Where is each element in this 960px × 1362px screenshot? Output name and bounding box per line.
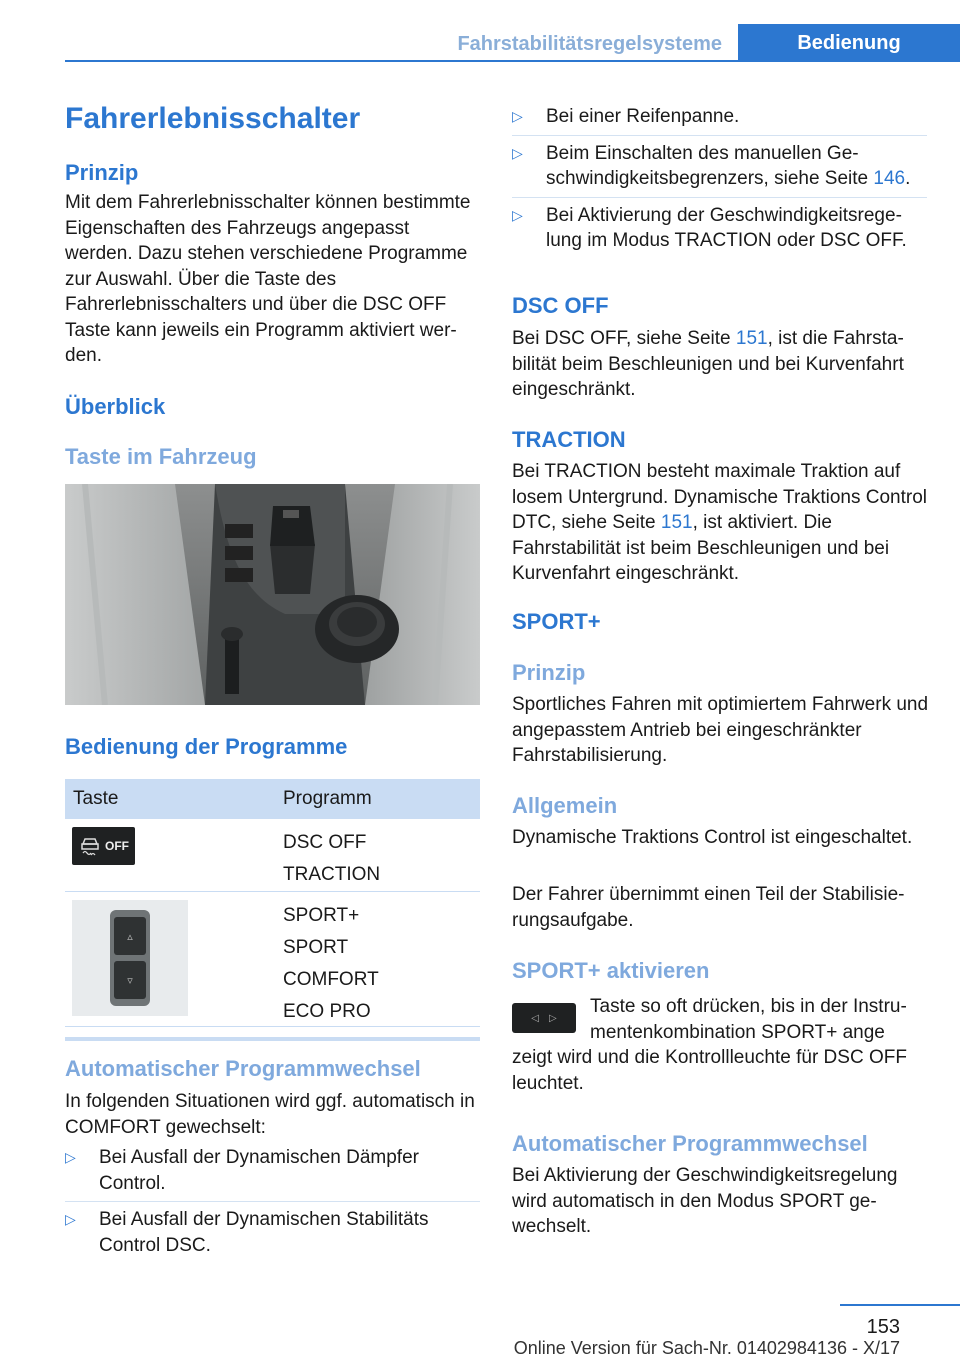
footer-divider: [840, 1304, 960, 1306]
auto-switch-text: In folgenden Situationen wird ggf. automatisch in COMFORT gewechselt:: [65, 1091, 475, 1138]
header-chapter-tab[interactable]: Bedienung: [738, 24, 960, 62]
bullet-triangle-icon: ▷: [512, 206, 523, 223]
sport-aktivieren-text-2: zeigt wird und die Kontrollleuchte für DSC OFF leuchtet.: [512, 1047, 907, 1094]
list-item: ▷ Bei einer Reifenpanne.: [512, 104, 927, 130]
dsc-off-text: Bei DSC OFF, siehe Seite 151, ist die Fahrstabilität beim Beschleunigen und bei Kurvenfahrt eingeschränkt.: [512, 328, 904, 400]
table-row: [65, 892, 480, 1027]
switch-down-icon: ▿: [114, 961, 146, 999]
auto-switch-text-2: Bei Aktivierung der Geschwindigkeitsregelung wird automatisch in den Modus SPORT gewechselt.: [512, 1165, 898, 1237]
page-link-151[interactable]: 151: [660, 512, 693, 533]
prinzip-heading: Prinzip: [65, 160, 139, 185]
auto-switch-heading: Automatischer Programmwechsel: [65, 1056, 421, 1081]
online-version-text: Online Version für Sach-Nr. 01402984136 - X/17: [513, 1338, 900, 1358]
page-number: 153: [866, 1316, 900, 1338]
program-comfort: COMFORT: [283, 969, 379, 990]
allgemein-text-1: Dynamische Traktions Control ist eingeschaltet.: [512, 827, 913, 848]
bullet-triangle-icon: ▷: [65, 1149, 76, 1165]
page-link-151[interactable]: 151: [735, 328, 768, 349]
bullet-triangle-icon: ▷: [512, 144, 523, 161]
allgemein-text-2: Der Fahrer übernimmt einen Teil der Stabilisierungsaufgabe.: [512, 884, 905, 931]
program-sport-plus: SPORT+: [283, 905, 360, 926]
program-eco-pro: ECO PRO: [283, 1001, 371, 1022]
ueberblick-heading: Überblick: [65, 394, 166, 419]
list-item: ▷ Bei Ausfall der Dynamischen Stabilitäts Control DSC.: [65, 1207, 480, 1258]
traction-heading: TRACTION: [512, 427, 626, 452]
program-traction: TRACTION: [283, 864, 381, 885]
sport-plus-heading: SPORT+: [512, 609, 601, 634]
off-label: OFF: [105, 839, 129, 853]
list-item: ▷ Beim Einschalten des manuellen Geschwindigkeitsbegrenzers, siehe Seite 146.: [512, 141, 927, 192]
auto-switch-list-continued: [512, 104, 927, 254]
dsc-off-button-image: [72, 827, 135, 865]
bullet-triangle-icon: ▷: [512, 108, 523, 124]
switch-right-icon: ▷: [549, 1012, 557, 1024]
sport-aktivieren-text-1: Taste so oft drücken, bis in der Instrumentenkombination SPORT+ ange: [590, 996, 907, 1043]
traction-text: Bei TRACTION besteht maximale Traktion auf losem Untergrund. Dynamische Traktions Control DTC, siehe Seite 151, ist aktiviert. Die Fahrstabilität ist beim Beschleunigen und bei Kurvenfahrt eingeschränkt.: [512, 461, 928, 584]
header-section-title: Fahrstabilitätsregelsysteme: [457, 32, 722, 55]
bedienung-heading: Bedienung der Programme: [65, 734, 348, 759]
dsc-off-heading: DSC OFF: [512, 293, 609, 318]
program-sport: SPORT: [283, 937, 349, 958]
program-table: [65, 779, 480, 1041]
sport-prinzip-heading: Prinzip: [512, 660, 586, 685]
list-item: ▷ Bei Aktivierung der Geschwindigkeitsregelung im Modus TRACTION oder DSC OFF.: [512, 203, 927, 254]
page-link-146[interactable]: 146: [873, 168, 906, 189]
prinzip-text: Mit dem Fahrerlebnisschalter können bestimmte Eigenschaften des Fahrzeugs angepasst werden. Dazu stehen verschiedene Programme zur Auswahl. Über die Taste des Fahrerlebnisschalters und über die DSC OFF Taste kann jeweils ein Programm aktiviert werden.: [65, 192, 471, 366]
table-header: [65, 779, 480, 819]
table-bottom-rule: [65, 1037, 480, 1041]
column-header-taste: Taste: [73, 788, 119, 809]
switch-left-icon: ◁: [531, 1012, 539, 1024]
switch-up-icon: ▵: [114, 917, 146, 955]
driving-experience-switch-image: [72, 900, 188, 1016]
auto-switch-heading-2: Automatischer Programmwechsel: [512, 1131, 868, 1156]
column-header-programm: Programm: [283, 788, 372, 809]
header-divider: [65, 60, 960, 62]
sport-switch-image: [512, 1003, 576, 1033]
taste-heading: Taste im Fahrzeug: [65, 444, 257, 469]
auto-switch-list: [65, 1145, 480, 1258]
sport-prinzip-text: Sportliches Fahren mit optimiertem Fahrwerk und angepasstem Antrieb bei eingeschränkter Fahrstabilisierung.: [512, 694, 929, 766]
table-row: [65, 819, 480, 892]
dsc-car-skid-icon: [78, 834, 102, 858]
sport-aktivieren-heading: SPORT+ aktivieren: [512, 958, 710, 983]
allgemein-heading: Allgemein: [512, 793, 618, 818]
page-title: Fahrerlebnisschalter: [65, 102, 361, 135]
list-item: ▷ Bei Ausfall der Dynamischen Dämpfer Control.: [65, 1145, 480, 1196]
car-console-photo: [65, 484, 480, 705]
bullet-triangle-icon: ▷: [65, 1211, 76, 1227]
program-dsc-off: DSC OFF: [283, 832, 367, 853]
